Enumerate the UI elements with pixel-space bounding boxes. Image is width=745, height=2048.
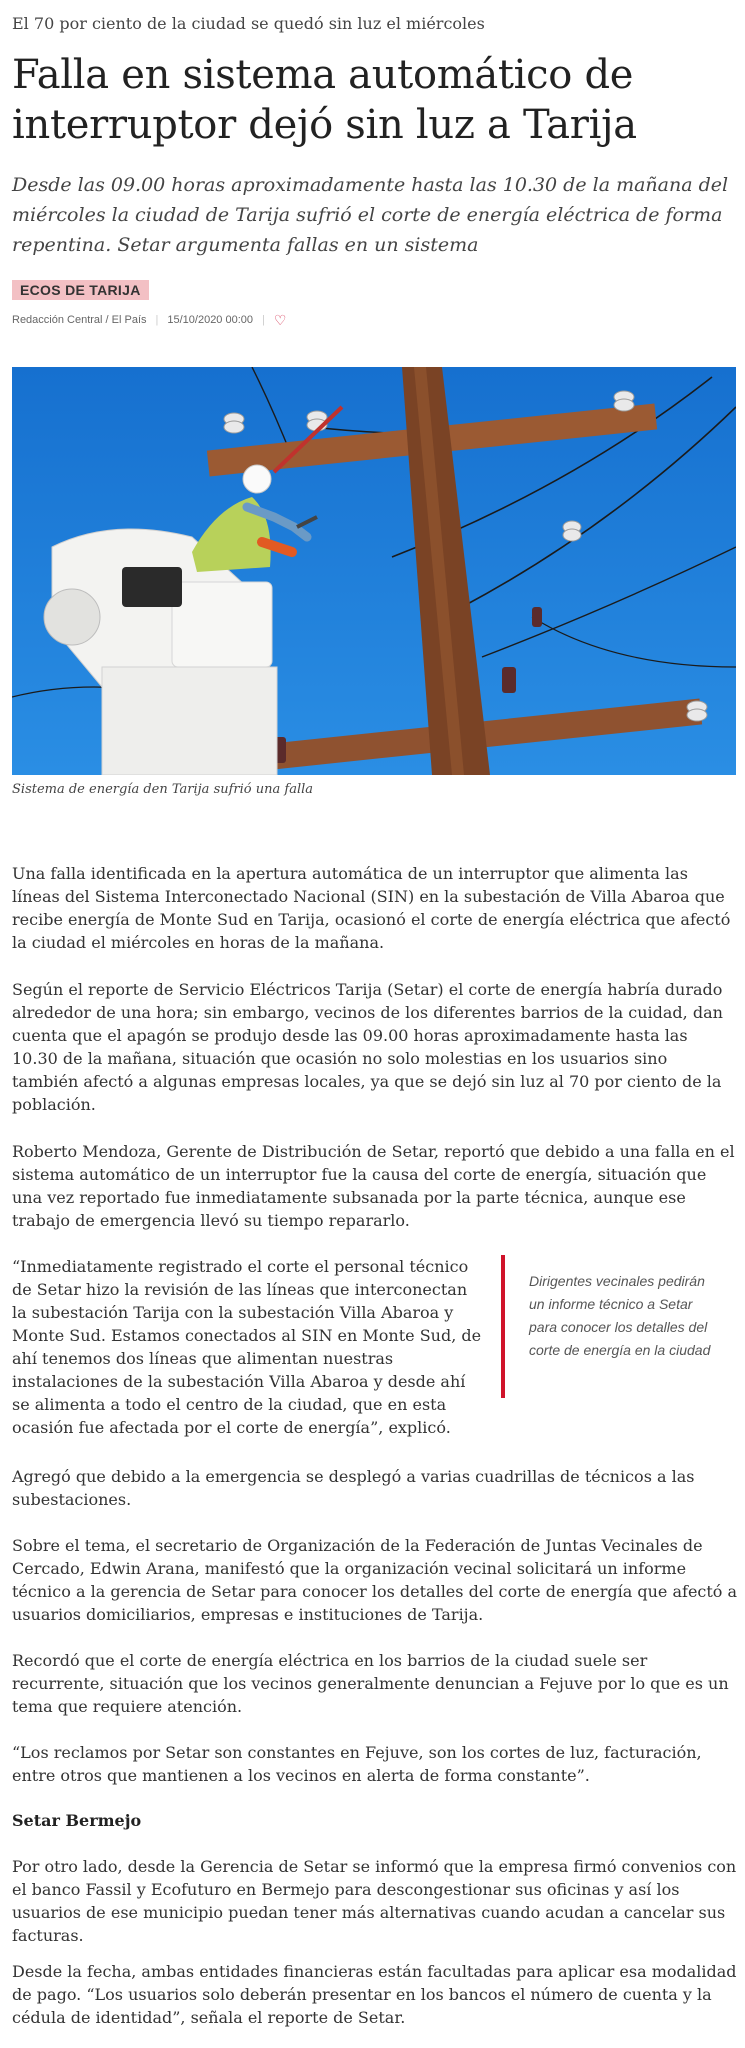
body-paragraph: Roberto Mendoza, Gerente de Distribución de Setar, reportó que debido a una falla en el sistema automático de un interruptor fue la causa del corte de energía, situación que una vez reportado fue inmediatamente subsanada por la parte técnica, aunque ese trabajo de emergencia llevó su tiempo repararlo.: [12, 1142, 735, 1230]
meta-divider: |: [262, 314, 265, 326]
publish-date: 15/10/2020 00:00: [167, 314, 254, 326]
article-headline: Falla en sistema automático de interruptor dejó sin luz a Tarija: [12, 52, 637, 148]
body-paragraph: Por otro lado, desde la Gerencia de Setar se informó que la empresa firmó convenios con el banco Fassil y Ecofuturo en Bermejo para descongestionar sus oficinas y así los usuarios de ese municipio puedan tener más alternativas cuando acudan a cancelar sus facturas.: [12, 1857, 737, 1945]
section-subheading: Setar Bermejo: [12, 1811, 142, 1830]
body-paragraph: Según el reporte de Servicio Eléctricos Tarija (Setar) el corte de energía habría durado alrededor de una hora; sin embargo, vecinos de los diferentes barrios de la cuidad, dan cuenta que el apagón se produjo desde las 09.00 horas aproximadamente hasta las 10.30 de la mañana, situación que ocasión no solo molestias en los usuarios sino también afectó a algunas empresas locales, ya que se dejó sin luz al 70 por ciento de la población.: [12, 980, 723, 1114]
byline: Redacción Central / El País: [12, 314, 147, 326]
meta-divider: |: [155, 314, 159, 326]
body-paragraph: Sobre el tema, el secretario de Organización de la Federación de Juntas Vecinales de Cercado, Edwin Arana, manifestó que la organización vecinal solicitará un informe técnico a la gerencia de Setar para conocer los detalles del corte de energía que afectó a usuarios domiciliarios, empresas e instituciones de Tarija.: [12, 1536, 738, 1624]
heart-icon[interactable]: ♡: [273, 312, 287, 328]
pull-quote-text: Dirigentes vecinales pedirán un informe técnico a Setar para conocer los detalles del corte de energía en la ciudad: [529, 1273, 711, 1358]
article-kicker: El 70 por ciento de la ciudad se quedó sin luz el miércoles: [12, 14, 485, 33]
body-paragraph: Agregó que debido a la emergencia se desplegó a varias cuadrillas de técnicos a las subestaciones.: [12, 1467, 695, 1509]
article-deck: Desde las 09.00 horas aproximadamente hasta las 10.30 de la mañana del miércoles la ciudad de Tarija sufrió el corte de energía eléctrica de forma repentina. Setar argumenta fallas en un sistema: [12, 174, 729, 256]
pull-quote: [501, 1255, 715, 1398]
photo-caption: Sistema de energía den Tarija sufrió una falla: [12, 782, 314, 797]
body-paragraph: Desde la fecha, ambas entidades financieras están facultadas para aplicar esa modalidad de pago. “Los usuarios solo deberán presentar en los bancos el número de cuenta y la cédula de identidad”, señala el reporte de Setar.: [12, 1962, 737, 2027]
body-paragraph: Recordó que el corte de energía eléctrica en los barrios de la ciudad suele ser recurrente, situación que los vecinos generalmente denuncian a Fejuve por lo que es un tema que requiere atención.: [12, 1651, 729, 1716]
section-tag-link[interactable]: ECOS DE TARIJA: [12, 280, 149, 300]
body-paragraph: “Los reclamos por Setar son constantes en Fejuve, son los cortes de luz, facturación, entre otros que mantienen a los vecinos en alerta de forma constante”.: [12, 1743, 702, 1785]
body-paragraph: Una falla identificada en la apertura automática de un interruptor que alimenta las líneas del Sistema Interconectado Nacional (SIN) en la subestación de Villa Abaroa que recibe energía de Monte Sud en Tarija, ocasionó el corte de energía eléctrica que afectó la ciudad el miércoles en horas de la mañana.: [12, 864, 731, 952]
article-meta: [12, 313, 286, 327]
body-paragraph: “Inmediatamente registrado el corte el personal técnico de Setar hizo la revisión de las líneas que interconectan la subestación Tarija con la subestación Villa Abaroa y Monte Sud. Estamos conectados al SIN en Monte Sud, de ahí tenemos dos líneas que alimentan nuestras instalaciones de la subestación Villa Abaroa y desde ahí se alimenta a todo el centro de la ciudad, que en esta ocasión fue afectada por el corte de energía”, explicó.: [12, 1257, 482, 1437]
article-photo: [12, 367, 736, 775]
